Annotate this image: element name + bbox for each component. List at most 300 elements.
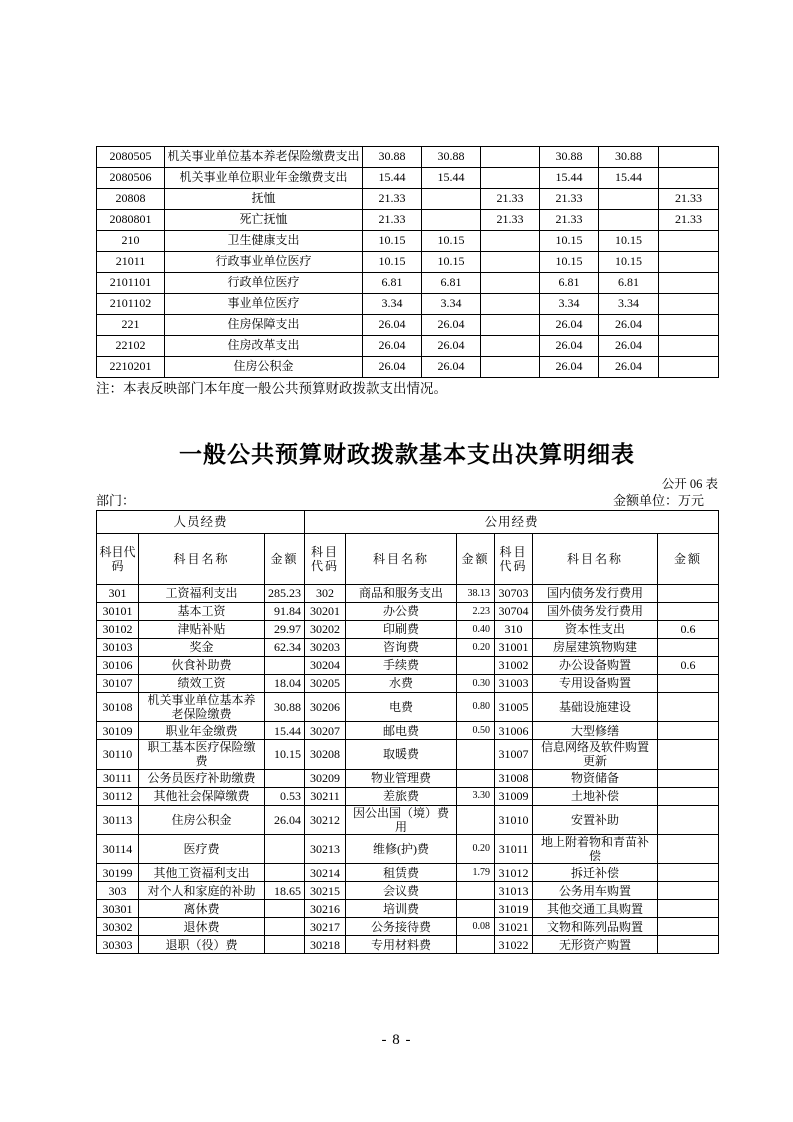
cell: 专用材料费 xyxy=(346,936,457,954)
cell: 30203 xyxy=(305,639,346,657)
cell: 住房公积金 xyxy=(165,357,363,378)
cell: 31012 xyxy=(495,864,533,882)
cell: 3.34 xyxy=(540,294,599,315)
table-row xyxy=(97,621,719,639)
cell xyxy=(481,357,540,378)
cell: 29.97 xyxy=(265,621,305,639)
cell: 职工基本医疗保险缴费 xyxy=(139,740,265,769)
cell xyxy=(659,273,719,294)
cell xyxy=(481,294,540,315)
cell xyxy=(265,769,305,787)
cell: 0.50 xyxy=(457,722,495,740)
cell: 公务接待费 xyxy=(346,918,457,936)
table-row xyxy=(97,189,719,210)
cell: 21.33 xyxy=(659,189,719,210)
cell xyxy=(457,882,495,900)
cell: 30218 xyxy=(305,936,346,954)
table-row xyxy=(97,357,719,378)
cell: 30206 xyxy=(305,693,346,722)
cell: 26.04 xyxy=(540,336,599,357)
cell: 30107 xyxy=(97,675,139,693)
cell: 210 xyxy=(97,231,165,252)
cell xyxy=(265,900,305,918)
cell: 办公设备购置 xyxy=(533,657,658,675)
cell: 0.20 xyxy=(457,834,495,863)
cell: 30301 xyxy=(97,900,139,918)
cell: 3.34 xyxy=(422,294,481,315)
table-row xyxy=(97,900,719,918)
cell: 商品和服务支出 xyxy=(346,585,457,603)
cell: 其他工资福利支出 xyxy=(139,864,265,882)
cell: 0.53 xyxy=(265,787,305,805)
cell: 30216 xyxy=(305,900,346,918)
cell xyxy=(659,336,719,357)
cell: 10.15 xyxy=(540,231,599,252)
cell: 30208 xyxy=(305,740,346,769)
cell: 15.44 xyxy=(599,168,659,189)
cell: 0.20 xyxy=(457,639,495,657)
cell: 30103 xyxy=(97,639,139,657)
cell: 退职（役）费 xyxy=(139,936,265,954)
cell: 31009 xyxy=(495,787,533,805)
table-row xyxy=(97,657,719,675)
cell: 办公费 xyxy=(346,603,457,621)
cell: 31013 xyxy=(495,882,533,900)
cell: 26.04 xyxy=(363,315,422,336)
cell: 0.6 xyxy=(658,657,719,675)
table-row xyxy=(97,834,719,863)
cell: 邮电费 xyxy=(346,722,457,740)
cell: 租赁费 xyxy=(346,864,457,882)
cell: 30199 xyxy=(97,864,139,882)
cell xyxy=(659,357,719,378)
cell: 26.04 xyxy=(599,357,659,378)
cell: 2080801 xyxy=(97,210,165,231)
cell: 10.15 xyxy=(363,231,422,252)
cell: 拆迁补偿 xyxy=(533,864,658,882)
cell: 31003 xyxy=(495,675,533,693)
cell xyxy=(457,805,495,834)
cell: 31005 xyxy=(495,693,533,722)
cell: 10.15 xyxy=(265,740,305,769)
cell xyxy=(599,210,659,231)
cell xyxy=(457,740,495,769)
cell: 3.34 xyxy=(363,294,422,315)
cell: 6.81 xyxy=(540,273,599,294)
cell: 30213 xyxy=(305,834,346,863)
cell: 住房改革支出 xyxy=(165,336,363,357)
cell: 0.40 xyxy=(457,621,495,639)
cell xyxy=(265,657,305,675)
table-row xyxy=(97,769,719,787)
cell: 大型修缮 xyxy=(533,722,658,740)
cell xyxy=(481,168,540,189)
cell xyxy=(265,864,305,882)
cell xyxy=(481,147,540,168)
cell: 31022 xyxy=(495,936,533,954)
cell: 国内债务发行费用 xyxy=(533,585,658,603)
cell: 专用设备购置 xyxy=(533,675,658,693)
cell: 31006 xyxy=(495,722,533,740)
cell: 22102 xyxy=(97,336,165,357)
basic-expenditure-detail-table xyxy=(96,510,719,954)
cell: 62.34 xyxy=(265,639,305,657)
cell: 住房保障支出 xyxy=(165,315,363,336)
cell: 机关事业单位基本养老保险缴费 xyxy=(139,693,265,722)
cell: 30303 xyxy=(97,936,139,954)
cell: 38.13 xyxy=(457,585,495,603)
cell: 31007 xyxy=(495,740,533,769)
cell: 30113 xyxy=(97,805,139,834)
cell xyxy=(658,805,719,834)
cell: 行政事业单位医疗 xyxy=(165,252,363,273)
cell: 维修(护)费 xyxy=(346,834,457,863)
cell: 30217 xyxy=(305,918,346,936)
cell: 奖金 xyxy=(139,639,265,657)
cell xyxy=(659,294,719,315)
cell: 31002 xyxy=(495,657,533,675)
cell: 印刷费 xyxy=(346,621,457,639)
cell: 因公出国（境）费用 xyxy=(346,805,457,834)
cell xyxy=(481,336,540,357)
cell xyxy=(422,189,481,210)
cell: 机关事业单位基本养老保险缴费支出 xyxy=(165,147,363,168)
cell: 国外债务发行费用 xyxy=(533,603,658,621)
cell: 310 xyxy=(495,621,533,639)
cell: 抚恤 xyxy=(165,189,363,210)
unit-label: 金额单位：万元 xyxy=(612,493,704,508)
cell: 30205 xyxy=(305,675,346,693)
col-header-subject-code: 科目代码 xyxy=(305,534,346,585)
cell: 对个人和家庭的补助 xyxy=(139,882,265,900)
cell: 30302 xyxy=(97,918,139,936)
cell: 20808 xyxy=(97,189,165,210)
cell: 3.30 xyxy=(457,787,495,805)
col-header-subject-name: 科目名称 xyxy=(346,534,457,585)
cell xyxy=(599,189,659,210)
cell: 会议费 xyxy=(346,882,457,900)
cell: 公务用车购置 xyxy=(533,882,658,900)
col-header-amount: 金额 xyxy=(658,534,719,585)
cell: 2101101 xyxy=(97,273,165,294)
cell: 10.15 xyxy=(599,231,659,252)
cell: 30704 xyxy=(495,603,533,621)
sheet-number-label: 公开 06 表 xyxy=(661,477,718,491)
cell xyxy=(481,273,540,294)
col-header-subject-name: 科目名称 xyxy=(139,534,265,585)
personnel-funds-header: 人员经费 xyxy=(97,511,305,534)
table-row xyxy=(97,675,719,693)
cell: 21.33 xyxy=(363,189,422,210)
cell: 30211 xyxy=(305,787,346,805)
cell: 26.04 xyxy=(540,357,599,378)
cell: 手续费 xyxy=(346,657,457,675)
cell: 15.44 xyxy=(540,168,599,189)
cell: 文物和陈列品购置 xyxy=(533,918,658,936)
cell: 21.33 xyxy=(481,210,540,231)
cell xyxy=(658,769,719,787)
cell: 301 xyxy=(97,585,139,603)
cell xyxy=(659,168,719,189)
table-row xyxy=(97,882,719,900)
cell: 30.88 xyxy=(540,147,599,168)
cell xyxy=(658,675,719,693)
cell: 285.23 xyxy=(265,585,305,603)
cell xyxy=(658,740,719,769)
cell: 2080506 xyxy=(97,168,165,189)
cell: 机关事业单位职业年金缴费支出 xyxy=(165,168,363,189)
table-row xyxy=(97,336,719,357)
cell: 18.04 xyxy=(265,675,305,693)
cell: 26.04 xyxy=(422,336,481,357)
cell xyxy=(457,900,495,918)
table1-body xyxy=(97,147,719,378)
cell: 30102 xyxy=(97,621,139,639)
cell: 3.34 xyxy=(599,294,659,315)
cell xyxy=(481,315,540,336)
cell: 26.04 xyxy=(363,336,422,357)
col-header-amount: 金额 xyxy=(265,534,305,585)
cell: 15.44 xyxy=(363,168,422,189)
cell: 30110 xyxy=(97,740,139,769)
cell: 工资福利支出 xyxy=(139,585,265,603)
cell: 其他社会保障缴费 xyxy=(139,787,265,805)
cell: 10.15 xyxy=(422,231,481,252)
cell: 电费 xyxy=(346,693,457,722)
cell: 26.04 xyxy=(265,805,305,834)
cell: 303 xyxy=(97,882,139,900)
cell: 房屋建筑物购建 xyxy=(533,639,658,657)
cell: 10.15 xyxy=(540,252,599,273)
cell: 31021 xyxy=(495,918,533,936)
cell: 无形资产购置 xyxy=(533,936,658,954)
cell: 31008 xyxy=(495,769,533,787)
cell xyxy=(265,936,305,954)
table-row xyxy=(97,294,719,315)
cell xyxy=(265,918,305,936)
cell: 其他交通工具购置 xyxy=(533,900,658,918)
table-row xyxy=(97,693,719,722)
cell: 安置补助 xyxy=(533,805,658,834)
cell: 21.33 xyxy=(659,210,719,231)
cell: 21.33 xyxy=(540,189,599,210)
table-row xyxy=(97,603,719,621)
cell: 伙食补助费 xyxy=(139,657,265,675)
cell: 30.88 xyxy=(422,147,481,168)
cell: 事业单位医疗 xyxy=(165,294,363,315)
cell: 31001 xyxy=(495,639,533,657)
cell xyxy=(659,252,719,273)
cell: 物业管理费 xyxy=(346,769,457,787)
table-row xyxy=(97,585,719,603)
cell: 21.33 xyxy=(481,189,540,210)
cell: 30108 xyxy=(97,693,139,722)
cell: 30111 xyxy=(97,769,139,787)
cell: 26.04 xyxy=(363,357,422,378)
cell: 30101 xyxy=(97,603,139,621)
cell: 15.44 xyxy=(422,168,481,189)
cell: 26.04 xyxy=(599,315,659,336)
table-row xyxy=(97,147,719,168)
cell: 0.80 xyxy=(457,693,495,722)
cell: 职业年金缴费 xyxy=(139,722,265,740)
cell: 30209 xyxy=(305,769,346,787)
cell: 31011 xyxy=(495,834,533,863)
cell xyxy=(659,147,719,168)
cell xyxy=(457,936,495,954)
cell: 住房公积金 xyxy=(139,805,265,834)
cell: 6.81 xyxy=(422,273,481,294)
cell: 2101102 xyxy=(97,294,165,315)
cell xyxy=(658,722,719,740)
cell: 水费 xyxy=(346,675,457,693)
table-row xyxy=(97,864,719,882)
cell xyxy=(658,585,719,603)
cell: 0.08 xyxy=(457,918,495,936)
cell xyxy=(658,639,719,657)
cell: 津贴补贴 xyxy=(139,621,265,639)
table-meta-row xyxy=(96,492,718,509)
cell: 21.33 xyxy=(540,210,599,231)
cell: 30114 xyxy=(97,834,139,863)
cell: 26.04 xyxy=(599,336,659,357)
cell xyxy=(659,231,719,252)
cell xyxy=(457,657,495,675)
cell: 6.81 xyxy=(363,273,422,294)
cell: 2.23 xyxy=(457,603,495,621)
cell: 10.15 xyxy=(599,252,659,273)
cell: 30201 xyxy=(305,603,346,621)
cell xyxy=(457,769,495,787)
table-note: 注：本表反映部门本年度一般公共预算财政拨款支出情况。 xyxy=(96,381,447,396)
col-header-subject-code: 科目代码 xyxy=(495,534,533,585)
cell: 咨询费 xyxy=(346,639,457,657)
cell xyxy=(658,900,719,918)
cell: 30212 xyxy=(305,805,346,834)
cell: 土地补偿 xyxy=(533,787,658,805)
cell xyxy=(658,787,719,805)
cell xyxy=(265,834,305,863)
cell: 取暖费 xyxy=(346,740,457,769)
table-row xyxy=(97,918,719,936)
cell: 26.04 xyxy=(422,315,481,336)
col-header-subject-name: 科目名称 xyxy=(533,534,658,585)
cell: 基础设施建设 xyxy=(533,693,658,722)
cell: 30215 xyxy=(305,882,346,900)
cell: 15.44 xyxy=(265,722,305,740)
table-row xyxy=(97,273,719,294)
cell: 30.88 xyxy=(363,147,422,168)
public-funds-header: 公用经费 xyxy=(305,511,719,534)
table-row xyxy=(97,639,719,657)
cell: 资本性支出 xyxy=(533,621,658,639)
cell: 离休费 xyxy=(139,900,265,918)
cell: 2080505 xyxy=(97,147,165,168)
cell xyxy=(658,693,719,722)
cell: 6.81 xyxy=(599,273,659,294)
cell: 差旅费 xyxy=(346,787,457,805)
cell: 30703 xyxy=(495,585,533,603)
col-header-amount: 金额 xyxy=(457,534,495,585)
cell xyxy=(658,936,719,954)
table2-header xyxy=(97,511,719,585)
cell xyxy=(659,315,719,336)
section-title: 一般公共预算财政拨款基本支出决算明细表 xyxy=(179,441,635,467)
cell: 30.88 xyxy=(265,693,305,722)
department-label: 部门： xyxy=(96,493,136,508)
table-row xyxy=(97,787,719,805)
cell: 30.88 xyxy=(599,147,659,168)
cell: 物资储备 xyxy=(533,769,658,787)
cell: 31010 xyxy=(495,805,533,834)
column-header-row xyxy=(97,534,719,585)
cell xyxy=(658,864,719,882)
cell: 21011 xyxy=(97,252,165,273)
table-row xyxy=(97,252,719,273)
cell xyxy=(422,210,481,231)
cell: 30204 xyxy=(305,657,346,675)
cell: 0.30 xyxy=(457,675,495,693)
cell: 0.6 xyxy=(658,621,719,639)
cell: 公务员医疗补助缴费 xyxy=(139,769,265,787)
col-header-subject-code: 科目代码 xyxy=(97,534,139,585)
table-row xyxy=(97,210,719,231)
cell: 2210201 xyxy=(97,357,165,378)
group-header-row xyxy=(97,511,719,534)
cell: 221 xyxy=(97,315,165,336)
cell: 基本工资 xyxy=(139,603,265,621)
table-row xyxy=(97,805,719,834)
table-row xyxy=(97,740,719,769)
cell: 30112 xyxy=(97,787,139,805)
cell xyxy=(481,252,540,273)
cell: 医疗费 xyxy=(139,834,265,863)
table-row xyxy=(97,231,719,252)
cell: 21.33 xyxy=(363,210,422,231)
cell: 绩效工资 xyxy=(139,675,265,693)
cell: 31019 xyxy=(495,900,533,918)
cell: 26.04 xyxy=(540,315,599,336)
table-row xyxy=(97,936,719,954)
cell: 91.84 xyxy=(265,603,305,621)
general-budget-expenditure-table xyxy=(96,146,719,378)
table-row xyxy=(97,315,719,336)
cell xyxy=(658,834,719,863)
cell: 1.79 xyxy=(457,864,495,882)
table-row xyxy=(97,168,719,189)
cell: 30202 xyxy=(305,621,346,639)
cell: 30207 xyxy=(305,722,346,740)
cell: 10.15 xyxy=(363,252,422,273)
table2-body xyxy=(97,585,719,954)
cell: 信息网络及软件购置更新 xyxy=(533,740,658,769)
cell: 培训费 xyxy=(346,900,457,918)
cell: 卫生健康支出 xyxy=(165,231,363,252)
page-content xyxy=(96,0,718,954)
cell: 地上附着物和青苗补偿 xyxy=(533,834,658,863)
cell xyxy=(481,231,540,252)
table-row xyxy=(97,722,719,740)
cell: 26.04 xyxy=(422,357,481,378)
cell: 死亡抚恤 xyxy=(165,210,363,231)
cell: 退休费 xyxy=(139,918,265,936)
cell: 302 xyxy=(305,585,346,603)
cell xyxy=(658,882,719,900)
cell: 30109 xyxy=(97,722,139,740)
cell: 30106 xyxy=(97,657,139,675)
cell: 行政单位医疗 xyxy=(165,273,363,294)
cell: 18.65 xyxy=(265,882,305,900)
